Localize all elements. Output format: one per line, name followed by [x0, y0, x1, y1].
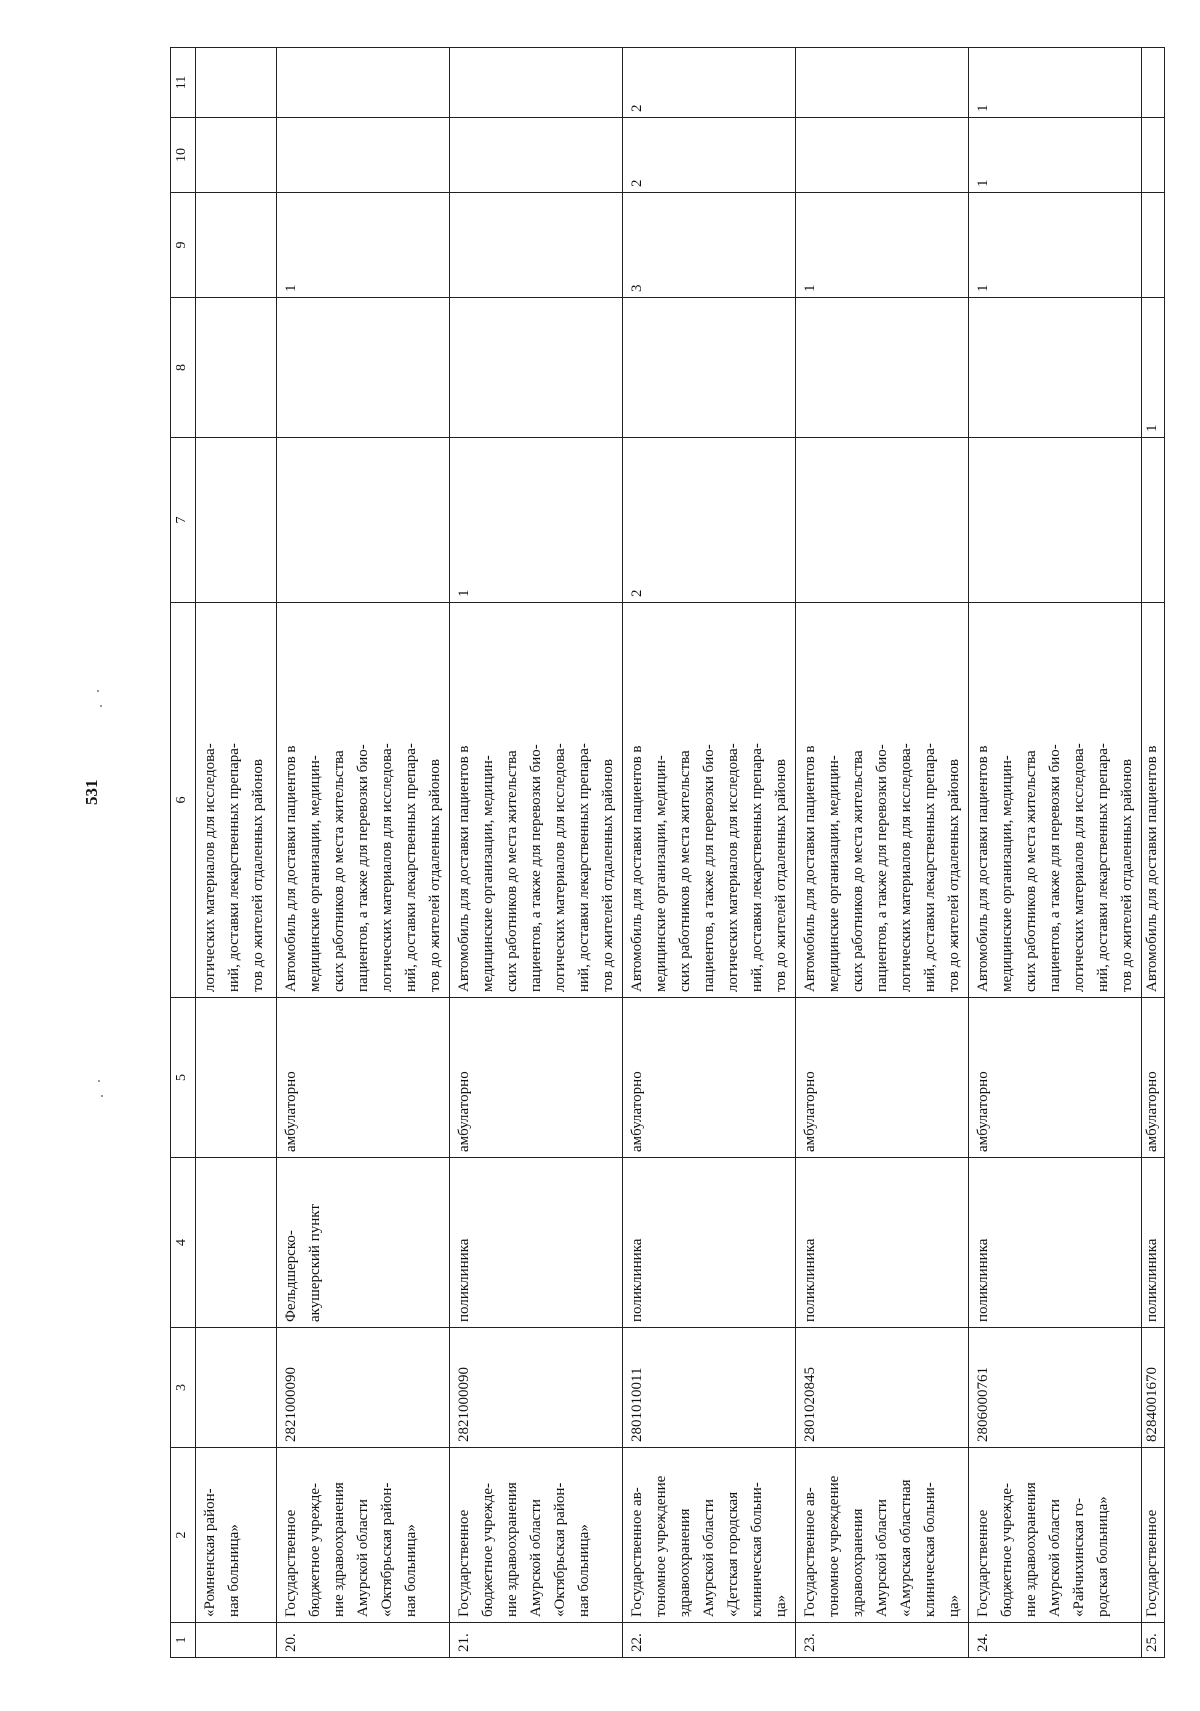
- value-cell: [450, 298, 623, 438]
- mode-cell: [196, 998, 277, 1158]
- value-cell: [277, 118, 450, 193]
- purpose-cell: Автомобиль для доставки пациентов в медицинские организации, медицин- ских работников до места жительства пациентов, а также для перевозки био- логических материалов для исследова- ний, доставки лекарственных препара- тов до жителей отдаленных районов: [623, 603, 796, 998]
- inn-cell: 2806000761: [969, 1328, 1142, 1448]
- value-cell: [196, 193, 277, 298]
- org-name-cell: Государственное ав- тономное учреждение здравоохранения Амурской области «Детская городская клиническая больни- ца»: [623, 1448, 796, 1623]
- num-cell: 24.: [969, 1623, 1142, 1658]
- value-cell: [450, 48, 623, 118]
- table-row: [277, 48, 450, 1658]
- org-name-cell: Государственное: [1142, 1448, 1165, 1623]
- value-cell: [796, 438, 969, 603]
- header-cell: 6: [171, 603, 196, 998]
- value-cell: [277, 298, 450, 438]
- table-row: [796, 48, 969, 1658]
- rotated-table-wrapper: [170, 48, 1200, 1658]
- purpose-cell: Автомобиль для доставки пациентов в медицинские организации, медицин- ских работников до места жительства пациентов, а также для перевозки био- логических материалов для исследова- ний, доставки лекарственных препара- тов до жителей отдаленных районов: [969, 603, 1142, 998]
- value-cell: [1142, 118, 1165, 193]
- unit-cell: Фельдшерско- акушерский пункт: [277, 1158, 450, 1328]
- value-cell: [796, 48, 969, 118]
- value-cell: [1142, 48, 1165, 118]
- data-table: [170, 47, 1165, 1658]
- continuation-row: [196, 48, 277, 1658]
- value-cell: [796, 298, 969, 438]
- value-cell: 2: [623, 118, 796, 193]
- value-cell: 1: [969, 193, 1142, 298]
- table-row: [969, 48, 1142, 1658]
- scan-speck: [100, 705, 102, 707]
- page-number: 531: [82, 779, 101, 805]
- mode-cell: амбулаторно: [450, 998, 623, 1158]
- num-cell: 21.: [450, 1623, 623, 1658]
- value-cell: [196, 438, 277, 603]
- value-cell: [1142, 438, 1165, 603]
- value-cell: 1: [277, 193, 450, 298]
- mode-cell: амбулаторно: [969, 998, 1142, 1158]
- value-cell: 1: [796, 193, 969, 298]
- inn-cell: 2821000090: [277, 1328, 450, 1448]
- mode-cell: амбулаторно: [623, 998, 796, 1158]
- value-cell: [196, 298, 277, 438]
- scan-speck: [97, 690, 99, 692]
- value-cell: [969, 438, 1142, 603]
- purpose-cell: логических материалов для исследова- ний, доставки лекарственных препара- тов до жителей отдаленных районов: [196, 603, 277, 998]
- mode-cell: амбулаторно: [1142, 998, 1165, 1158]
- header-cell: 7: [171, 438, 196, 603]
- table-row: [450, 48, 623, 1658]
- num-cell: [196, 1623, 277, 1658]
- org-name-cell: Государственное бюджетное учрежде- ние здравоохранения Амурской области «Октябрьская район- ная больница»: [450, 1448, 623, 1623]
- scan-speck: [98, 1080, 100, 1082]
- value-cell: 1: [969, 118, 1142, 193]
- inn-cell: 8284001670: [1142, 1328, 1165, 1448]
- value-cell: [277, 438, 450, 603]
- value-cell: [277, 48, 450, 118]
- header-cell: 9: [171, 193, 196, 298]
- num-cell: 20.: [277, 1623, 450, 1658]
- org-name-cell: «Ромненская район- ная больница»: [196, 1448, 277, 1623]
- purpose-cell: Автомобиль для доставки пациентов в медицинские организации, медицин- ских работников до места жительства пациентов, а также для перевозки био- логических материалов для исследова- ний, доставки лекарственных препара- тов до жителей отдаленных районов: [796, 603, 969, 998]
- inn-cell: 2801010011: [623, 1328, 796, 1448]
- value-cell: [450, 118, 623, 193]
- header-row: [171, 48, 196, 1658]
- value-cell: [796, 118, 969, 193]
- purpose-cell: Автомобиль для доставки пациентов в медицинские организации, медицин- ских работников до места жительства пациентов, а также для перевозки био- логических материалов для исследова- ний, доставки лекарственных препара- тов до жителей отдаленных районов: [450, 603, 623, 998]
- num-cell: 23.: [796, 1623, 969, 1658]
- unit-cell: поликлиника: [1142, 1158, 1165, 1328]
- unit-cell: поликлиника: [450, 1158, 623, 1328]
- header-cell: 1: [171, 1623, 196, 1658]
- unit-cell: [196, 1158, 277, 1328]
- inn-cell: 2821000090: [450, 1328, 623, 1448]
- header-cell: 10: [171, 118, 196, 193]
- org-name-cell: Государственное бюджетное учрежде- ние здравоохранения Амурской области «Октябрьская район- ная больница»: [277, 1448, 450, 1623]
- header-cell: 8: [171, 298, 196, 438]
- inn-cell: [196, 1328, 277, 1448]
- header-cell: 2: [171, 1448, 196, 1623]
- header-cell: 4: [171, 1158, 196, 1328]
- header-cell: 11: [171, 48, 196, 118]
- value-cell: [969, 298, 1142, 438]
- num-cell: 22.: [623, 1623, 796, 1658]
- value-cell: [450, 193, 623, 298]
- value-cell: [196, 48, 277, 118]
- value-cell: 1: [450, 438, 623, 603]
- value-cell: [1142, 193, 1165, 298]
- header-cell: 3: [171, 1328, 196, 1448]
- header-cell: 5: [171, 998, 196, 1158]
- value-cell: [623, 298, 796, 438]
- org-name-cell: Государственное бюджетное учрежде- ние здравоохранения Амурской области «Райчихинская го- родская больница»: [969, 1448, 1142, 1623]
- org-name-cell: Государственное ав- тономное учреждение здравоохранения Амурской области «Амурская областная клиническая больни- ца»: [796, 1448, 969, 1623]
- unit-cell: поликлиника: [796, 1158, 969, 1328]
- mode-cell: амбулаторно: [796, 998, 969, 1158]
- value-cell: 3: [623, 193, 796, 298]
- unit-cell: поликлиника: [623, 1158, 796, 1328]
- value-cell: 2: [623, 438, 796, 603]
- scan-speck: [101, 1095, 103, 1097]
- purpose-cell: Автомобиль для доставки пациентов в медицинские организации, медицин- ских работников до места жительства пациентов, а также для перевозки био- логических материалов для исследова- ний, доставки лекарственных препара- тов до жителей отдаленных районов: [277, 603, 450, 998]
- inn-cell: 2801020845: [796, 1328, 969, 1448]
- purpose-cell: Автомобиль для доставки пациентов в: [1142, 603, 1165, 998]
- value-cell: [196, 118, 277, 193]
- unit-cell: поликлиника: [969, 1158, 1142, 1328]
- table-row: [1142, 48, 1165, 1658]
- table-row: [623, 48, 796, 1658]
- num-cell: 25.: [1142, 1623, 1165, 1658]
- mode-cell: амбулаторно: [277, 998, 450, 1158]
- value-cell: 2: [623, 48, 796, 118]
- value-cell: 1: [969, 48, 1142, 118]
- value-cell: 1: [1142, 298, 1165, 438]
